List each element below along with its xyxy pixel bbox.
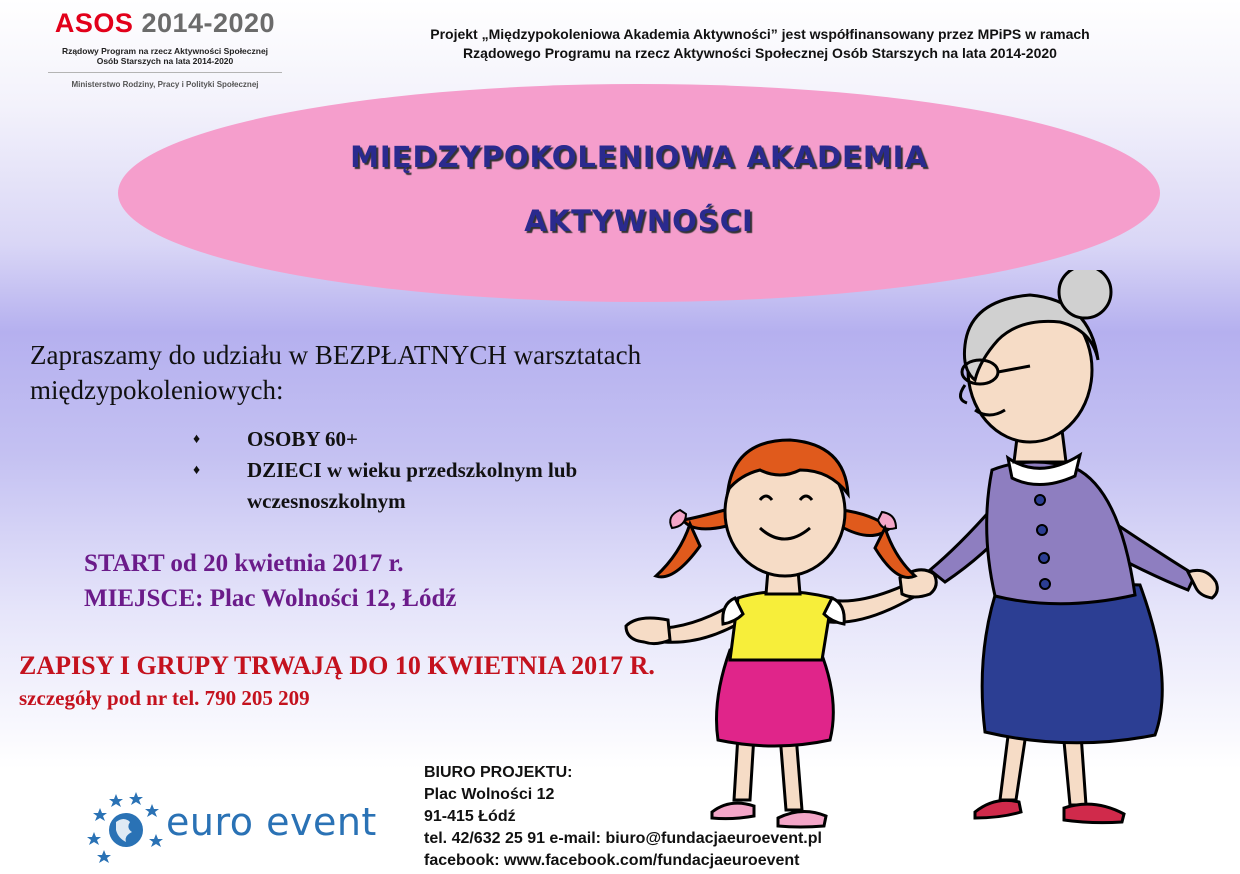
audience-item xyxy=(190,424,670,455)
asos-logo-divider xyxy=(48,72,282,73)
funding-note-line-1: Projekt „Międzypokoleniowa Akademia Aktywności” jest współfinansowany przez MPiPS w ramach xyxy=(430,26,1090,42)
asos-logo-subtitle-2: Osób Starszych na lata 2014-2020 xyxy=(96,56,234,66)
asos-logo xyxy=(40,8,290,92)
asos-logo-title-red: ASOS xyxy=(54,8,134,38)
diamond-bullet-icon: ♦ xyxy=(193,463,201,478)
euro-event-logo xyxy=(82,786,380,868)
asos-logo-title-years: 2014-2020 xyxy=(141,8,276,38)
funding-note-line-2: Rządowego Programu na rzecz Aktywności Społecznej Osób Starszych na lata 2014-2020 xyxy=(463,45,1057,61)
office-heading: BIURO PROJEKTU: xyxy=(424,764,573,781)
euro-event-logo-text: euro event xyxy=(166,800,377,844)
signup-deadline: ZAPISY I GRUPY TRWAJĄ DO 10 KWIETNIA 2017 R. xyxy=(19,651,655,680)
grandmother-and-girl-illustration xyxy=(610,270,1240,874)
phone-details: szczegóły pod nr tel. 790 205 209 xyxy=(19,686,310,710)
page-title-line-1: MIĘDZYPOKOLENIOWA AKADEMIA xyxy=(350,140,928,174)
asos-logo-title xyxy=(40,8,290,39)
start-date: START od 20 kwietnia 2017 r. xyxy=(84,550,404,577)
place-text: MIEJSCE: Plac Wolności 12, Łódź xyxy=(84,585,457,612)
audience-item-label: OSOBY 60+ xyxy=(247,427,358,451)
diamond-bullet-icon: ♦ xyxy=(193,432,201,447)
invitation-text: Zapraszamy do udziału w BEZPŁATNYCH warsztatach międzypokoleniowych: xyxy=(30,340,642,405)
page-title-line-2: AKTYWNOŚCI xyxy=(524,204,754,238)
asos-logo-ministry: Ministerstwo Rodziny, Pracy i Polityki Społecznej xyxy=(71,80,259,89)
audience-item-label: DZIECI w wieku przedszkolnym lub wczesnoszkolnym xyxy=(247,458,578,513)
asos-logo-subtitle-1: Rządowy Program na rzecz Aktywności Społecznej xyxy=(61,46,269,56)
audience-list xyxy=(190,424,670,517)
audience-item xyxy=(190,455,670,517)
office-contact: tel. 42/632 25 91 e-mail: biuro@fundacjaeuroevent.pl xyxy=(424,830,822,847)
office-street: Plac Wolności 12 xyxy=(424,786,555,803)
office-facebook: facebook: www.facebook.com/fundacjaeuroevent xyxy=(424,852,800,869)
girl-figure xyxy=(626,440,936,827)
grandmother-figure xyxy=(930,270,1217,823)
funding-note xyxy=(330,25,1190,63)
office-city: 91-415 Łódź xyxy=(424,808,516,825)
globe-stars-icon xyxy=(86,786,166,868)
